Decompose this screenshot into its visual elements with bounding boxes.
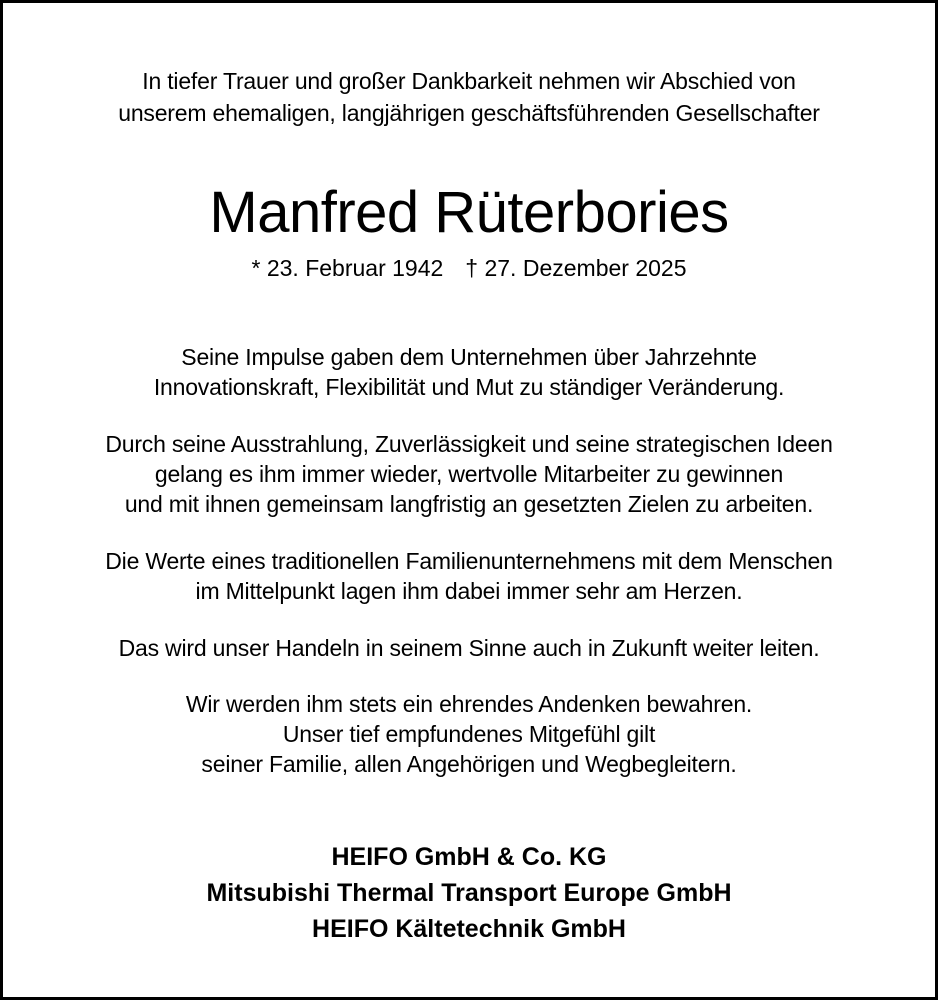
paragraph-impulses [3, 342, 935, 402]
paragraph-line: Wir werden ihm stets ein ehrendes Andenken bewahren. [185, 691, 753, 717]
paragraph-line: Innovationskraft, Flexibilität und Mut zu ständiger Veränderung. [153, 374, 785, 400]
company-name: Mitsubishi Thermal Transport Europe GmbH [206, 879, 732, 907]
paragraph-values [3, 546, 935, 606]
company-name: HEIFO GmbH & Co. KG [331, 843, 607, 871]
death-date: † 27. Dezember 2025 [465, 255, 687, 281]
paragraph-line: Durch seine Ausstrahlung, Zuverlässigkeit und seine strategischen Ideen [105, 431, 833, 457]
paragraph-condolence [3, 689, 935, 779]
paragraph-line: Seine Impulse gaben dem Unternehmen über Jahrzehnte [181, 344, 757, 370]
paragraph-line: im Mittelpunkt lagen ihm dabei immer sehr am Herzen. [195, 578, 743, 604]
paragraph-line: Die Werte eines traditionellen Familienunternehmens mit dem Menschen [105, 548, 833, 574]
deceased-name: Manfred Rüterbories [209, 180, 729, 245]
life-dates [3, 252, 935, 284]
intro-line: In tiefer Trauer und großer Dankbarkeit nehmen wir Abschied von [142, 68, 796, 94]
paragraph-charisma [3, 429, 935, 519]
paragraph-line: und mit ihnen gemeinsam langfristig an gesetzten Zielen zu arbeiten. [124, 491, 814, 517]
signatory-companies [3, 839, 935, 947]
intro-text [3, 65, 935, 129]
paragraph-line: Unser tief empfundenes Mitgefühl gilt [282, 721, 656, 747]
paragraph-line: gelang es ihm immer wieder, wertvolle Mitarbeiter zu gewinnen [154, 461, 784, 487]
paragraph-legacy [3, 633, 935, 663]
intro-line: unserem ehemaligen, langjährigen geschäftsführenden Gesellschafter [118, 100, 820, 126]
birth-date: * 23. Februar 1942 [251, 255, 444, 281]
company-name: HEIFO Kältetechnik GmbH [312, 915, 626, 943]
paragraph-line: seiner Familie, allen Angehörigen und Wegbegleitern. [201, 751, 737, 777]
paragraph-line: Das wird unser Handeln in seinem Sinne auch in Zukunft weiter leiten. [118, 635, 820, 661]
